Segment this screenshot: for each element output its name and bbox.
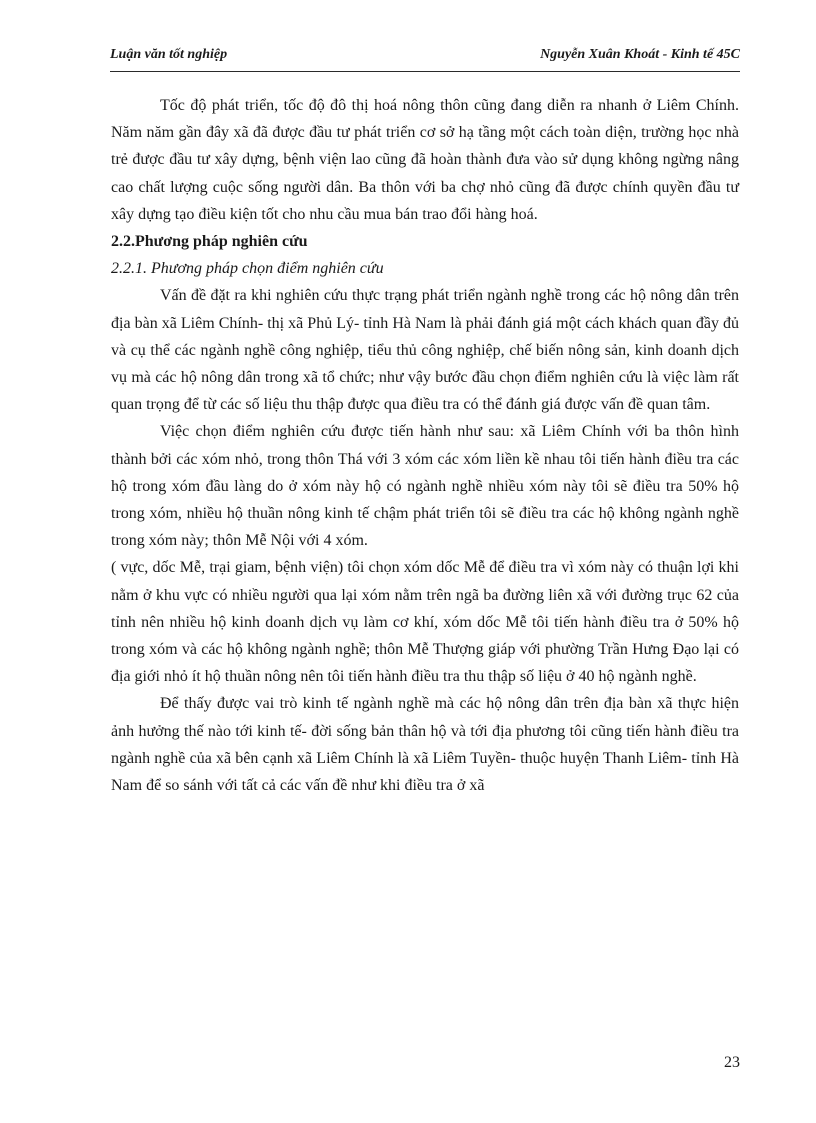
paragraph-site-selection: Việc chọn điểm nghiên cứu được tiến hành như sau: xã Liêm Chính với ba thôn hình thành bởi các xóm nhỏ, trong thôn Thá với 3 xóm các xóm liền kề nhau tôi tiến hành điều tra các hộ trong xóm đầu làng do ở xóm này hộ có ngành nghề nhiều xóm này tôi sẽ điều tra 50% hộ trong xóm, nhiều hộ thuần nông kinh tế chậm phát triển tôi sẽ điều tra các hộ không ngành nghề trong xóm này; thôn Mễ Nội với 4 xóm. [111,423,739,550]
paragraph-hamlet-details: ( vực, dốc Mễ, trại giam, bệnh viện) tôi chọn xóm dốc Mễ để điều tra vì xóm này có thuận lợi khi nằm ở khu vực có nhiều người qua lại xóm nằm trên ngã ba đường liên xã với đường trục 62 của tỉnh nên nhiều hộ kinh doanh dịch vụ làm cơ khí, xóm dốc Mễ tôi tiến hành điều tra ở 50% hộ trong xóm và các hộ không ngành nghề; thôn Mễ Thượng giáp với phường Trần Hưng Đạo lại có địa giới nhỏ ít hộ thuần nông nên tôi tiến hành điều tra thu thập số liệu ở 40 hộ ngành nghề. [111,559,739,686]
header-thesis-title: Luận văn tốt nghiệp [110,47,228,62]
paragraph-research-problem: Vấn đề đặt ra khi nghiên cứu thực trạng phát triển ngành nghề trong các hộ nông dân trên địa bàn xã Liêm Chính- thị xã Phủ Lý- tỉnh Hà Nam là phải đánh giá một cách khách quan đầy đủ và cụ thể các ngành nghề công nghiệp, tiểu thủ công nghiệp, chế biến nông sản, kinh doanh dịch vụ mà các hộ nông dân trong xã tổ chức; như vậy bước đầu chọn điểm nghiên cứu là việc làm rất quan trọng để từ các số liệu thu thập được qua điều tra có thể đánh giá được vấn đề quan tâm. [111,287,739,414]
section-heading: 2.2.Phương pháp nghiên cứu [111,233,308,251]
paragraph-urbanization: Tốc độ phát triển, tốc độ đô thị hoá nông thôn cũng đang diễn ra nhanh ở Liêm Chính. Năm năm gần đây xã đã được đầu tư phát triển cơ sở hạ tầng một cách toàn diện, trường học nhà trẻ được đầu tư xây dựng, bệnh viện lao cũng đã hoàn thành đưa vào sử dụng không ngừng nâng cao chất lượng cuộc sống người dân. Ba thôn với ba chợ nhỏ cũng đã được chính quyền đầu tư xây dựng tạo điều kiện tốt cho nhu cầu mua bán trao đổi hàng hoá. [111,97,739,223]
running-header [110,47,740,69]
header-divider [110,71,740,72]
subsection-heading: 2.2.1. Phương pháp chọn điểm nghiên cứu [111,260,384,278]
page-number: 23 [724,1054,740,1071]
page-body [111,92,739,799]
header-author: Nguyễn Xuân Khoát - Kinh tế 45C [540,47,740,62]
paragraph-comparison: Để thấy được vai trò kinh tế ngành nghề mà các hộ nông dân trên địa bàn xã thực hiện ảnh hưởng thế nào tới kinh tế- đời sống bản thân hộ và tới địa phương tôi cũng tiến hành điều tra ngành nghề của xã bên cạnh xã Liêm Chính là xã Liêm Tuyền- thuộc huyện Thanh Liêm- tỉnh Hà Nam để so sánh với tất cả các vấn đề như khi điều tra ở xã [111,695,739,795]
